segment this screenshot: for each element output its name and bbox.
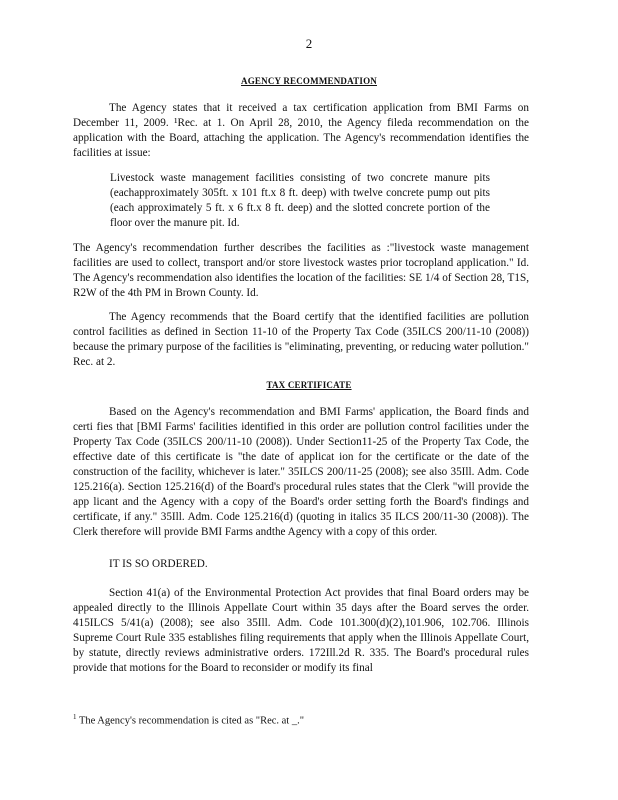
section-heading-tax-certificate: TAX CERTIFICATE <box>266 380 352 390</box>
block-quote-facilities: Livestock waste management facilities consisting of two concrete manure pits (eachapproximately 305ft. x 101 ft.x 8 ft. deep) with twelve concrete pump out pits (each approximately 5 ft. x 6 ft.x 8 ft. deep) and the slotted concrete portion of the floor over the manure pit. Id. <box>110 172 490 229</box>
so-ordered-line: IT IS SO ORDERED. <box>109 558 208 570</box>
footnote-text: The Agency's recommendation is cited as "Rec. at _." <box>78 715 305 727</box>
paragraph-board-findings: Based on the Agency's recommendation and BMI Farms' application, the Board finds and certi fies that [BMI Farms' facilities identified in this order are pollution control facilities under the Property Tax Code (35ILCS 200/11-10 (2008)). Under Section11-25 of the Property Tax Code, the effective date of this certificate is "the date of applicat ion for the certificate or the date of the construction of the facility, whichever is later." 35ILCS 200/11-25 (2008); see also 35Ill. Adm. Code 125.216(a). Section 125.216(d) of the Board's procedural rules states that the Clerk "will provide the app licant and the Agency with a copy of the Board's order setting forth the Board's findings and certificate, if any." 35Ill. Adm. Code 125.216(d) (quoting in italics 35 ILCS 200/11-30 (2008)). The Clerk therefore will provide BMI Farms andthe Agency with a copy of this order. <box>73 406 529 538</box>
page-number: 2 <box>305 36 313 51</box>
paragraph-facility-description: The Agency's recommendation further describes the facilities as :"livestock waste management facilities are used to collect, transport and/or store livestock wastes prior tocropland application." Id. The Agency's recommendation also identifies the location of the facilities: SE 1/4 of Section 28, T1S, R2W of the 4th PM in Brown County. Id. <box>73 242 529 299</box>
footnote <box>73 713 523 727</box>
paragraph-agency-intro: The Agency states that it received a tax certification application from BMI Farms on December 11, 2009. ¹Rec. at 1. On April 28, 2010, the Agency fileda recommendation on the application with the Board, attaching the application. The Agency's recommendation identifies the facilities at issue: <box>73 102 529 159</box>
paragraph-appeal-rights: Section 41(a) of the Environmental Protection Act provides that final Board orders may be appealed directly to the Illinois Appellate Court within 35 days after the Board serves the order. 415ILCS 5/41(a) (2008); see also 35Ill. Adm. Code 101.300(d)(2),101.906, 102.706. Illinois Supreme Court Rule 335 establishes filing requirements that apply when the Illinois Appellate Court, by statute, directly reviews administrative orders. 172Ill.2d R. 335. The Board's procedural rules provide that motions for the Board to reconsider or modify its final <box>73 587 529 674</box>
paragraph-agency-recommends: The Agency recommends that the Board certify that the identified facilities are pollution control facilities as defined in Section 11-10 of the Property Tax Code (35ILCS 200/11-10 (2008)) because the primary purpose of the facilities is "eliminating, preventing, or reducing water pollution." Rec. at 2. <box>73 311 529 368</box>
section-heading-agency: AGENCY RECOMMENDATION <box>241 76 377 86</box>
footnote-marker: 1 <box>73 713 77 721</box>
